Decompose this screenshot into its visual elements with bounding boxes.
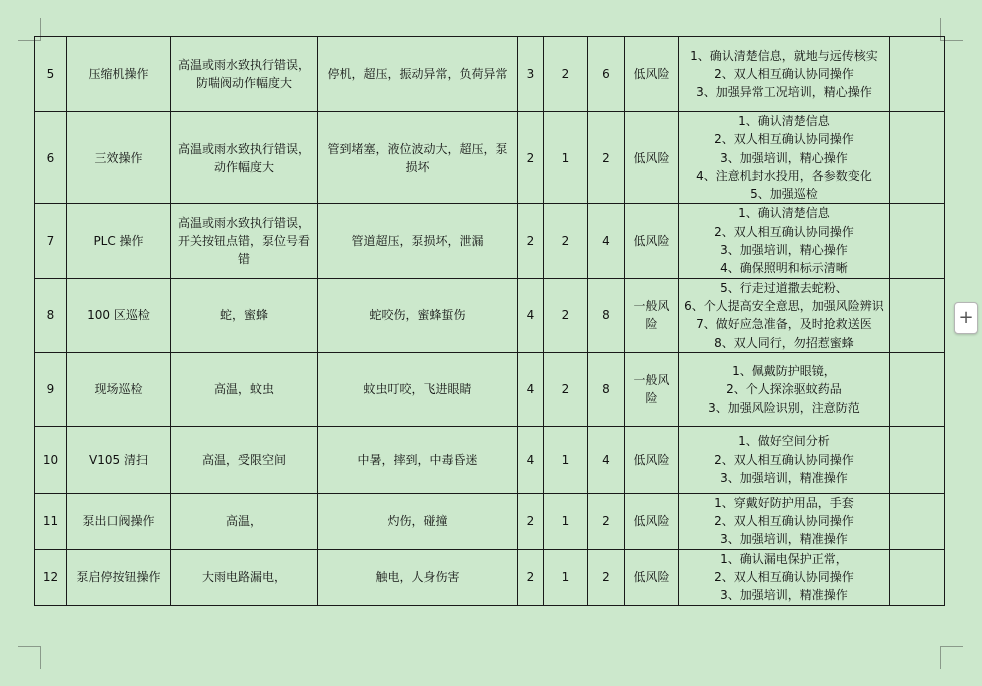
consequence-cell: 触电，人身伤害: [318, 549, 518, 605]
table-row: [35, 426, 945, 493]
risk-level-cell: 低风险: [625, 549, 679, 605]
risk-level-cell: 低风险: [625, 204, 679, 278]
consequence-cell: 管道超压，泵损坏，泄漏: [318, 204, 518, 278]
likelihood-cell: 4: [518, 352, 544, 426]
consequence-score-cell: 8: [588, 278, 625, 352]
add-button[interactable]: [954, 302, 978, 334]
page-corner-mark: [18, 646, 41, 669]
exposure-cell: 2: [544, 37, 588, 112]
task-cell: 三效操作: [67, 112, 171, 204]
hazard-cell: 高温，蚊虫: [171, 352, 318, 426]
row-number: 8: [35, 278, 67, 352]
measures-cell: 5、行走过道撒去蛇粉、 6、个人提高安全意思，加强风险辨识 7、做好应急准备，及时抢救送医 8、双人同行，勿招惹蜜蜂: [679, 278, 890, 352]
likelihood-cell: 2: [518, 204, 544, 278]
measures-cell: 1、确认清楚信息 2、双人相互确认协同操作 3、加强培训，精心操作 4、确保照明和标示清晰: [679, 204, 890, 278]
exposure-cell: 2: [544, 278, 588, 352]
row-number: 11: [35, 493, 67, 549]
row-number: 10: [35, 426, 67, 493]
measures-cell: 1、做好空间分析 2、双人相互确认协同操作 3、加强培训，精准操作: [679, 426, 890, 493]
task-cell: 泵出口阀操作: [67, 493, 171, 549]
plus-icon: +: [958, 307, 974, 328]
table-body: [35, 37, 945, 606]
hazard-cell: 高温或雨水致执行错误， 开关按钮点错，泵位号看 错: [171, 204, 318, 278]
likelihood-cell: 4: [518, 426, 544, 493]
measures-cell: 1、确认清楚信息 2、双人相互确认协同操作 3、加强培训，精心操作 4、注意机封水投用，各参数变化 5、加强巡检: [679, 112, 890, 204]
consequence-score-cell: 4: [588, 426, 625, 493]
hazard-cell: 高温或雨水致执行错误， 动作幅度大: [171, 112, 318, 204]
exposure-cell: 1: [544, 112, 588, 204]
consequence-score-cell: 8: [588, 352, 625, 426]
task-cell: 泵启停按钮操作: [67, 549, 171, 605]
remarks-cell: [890, 204, 945, 278]
risk-level-cell: 低风险: [625, 493, 679, 549]
row-number: 9: [35, 352, 67, 426]
consequence-cell: 蛇咬伤，蜜蜂蜇伤: [318, 278, 518, 352]
consequence-cell: 管到堵塞，液位波动大，超压，泵 损坏: [318, 112, 518, 204]
table-row: [35, 37, 945, 112]
hazard-cell: 高温，: [171, 493, 318, 549]
hazard-cell: 大雨电路漏电，: [171, 549, 318, 605]
table-row: [35, 352, 945, 426]
hazard-cell: 高温或雨水致执行错误， 防喘阀动作幅度大: [171, 37, 318, 112]
hazard-cell: 蛇，蜜蜂: [171, 278, 318, 352]
task-cell: 压缩机操作: [67, 37, 171, 112]
consequence-cell: 灼伤，碰撞: [318, 493, 518, 549]
exposure-cell: 2: [544, 204, 588, 278]
likelihood-cell: 3: [518, 37, 544, 112]
remarks-cell: [890, 549, 945, 605]
table-row: [35, 112, 945, 204]
table-row: [35, 204, 945, 278]
likelihood-cell: 4: [518, 278, 544, 352]
remarks-cell: [890, 278, 945, 352]
risk-level-cell: 低风险: [625, 112, 679, 204]
measures-cell: 1、佩戴防护眼镜， 2、个人探涂驱蚊药品 3、加强风险识别，注意防范: [679, 352, 890, 426]
row-number: 12: [35, 549, 67, 605]
hazard-cell: 高温，受限空间: [171, 426, 318, 493]
remarks-cell: [890, 352, 945, 426]
likelihood-cell: 2: [518, 549, 544, 605]
row-number: 6: [35, 112, 67, 204]
measures-cell: 1、确认清楚信息，就地与远传核实 2、双人相互确认协同操作 3、加强异常工况培训，精心操作: [679, 37, 890, 112]
exposure-cell: 1: [544, 493, 588, 549]
risk-level-cell: 一般风 险: [625, 352, 679, 426]
exposure-cell: 1: [544, 426, 588, 493]
table-row: [35, 278, 945, 352]
consequence-score-cell: 6: [588, 37, 625, 112]
consequence-cell: 蚊虫叮咬，飞进眼睛: [318, 352, 518, 426]
risk-assessment-table: [34, 36, 945, 606]
consequence-score-cell: 2: [588, 112, 625, 204]
measures-cell: 1、确认漏电保护正常， 2、双人相互确认协同操作 3、加强培训，精准操作: [679, 549, 890, 605]
task-cell: 100 区巡检: [67, 278, 171, 352]
table-row: [35, 549, 945, 605]
remarks-cell: [890, 493, 945, 549]
consequence-cell: 停机，超压，振动异常，负荷异常: [318, 37, 518, 112]
task-cell: V105 清扫: [67, 426, 171, 493]
consequence-score-cell: 2: [588, 493, 625, 549]
consequence-cell: 中暑，摔到，中毒昏迷: [318, 426, 518, 493]
consequence-score-cell: 2: [588, 549, 625, 605]
row-number: 7: [35, 204, 67, 278]
task-cell: PLC 操作: [67, 204, 171, 278]
risk-level-cell: 一般风 险: [625, 278, 679, 352]
exposure-cell: 1: [544, 549, 588, 605]
task-cell: 现场巡检: [67, 352, 171, 426]
remarks-cell: [890, 426, 945, 493]
exposure-cell: 2: [544, 352, 588, 426]
likelihood-cell: 2: [518, 493, 544, 549]
row-number: 5: [35, 37, 67, 112]
risk-level-cell: 低风险: [625, 426, 679, 493]
risk-level-cell: 低风险: [625, 37, 679, 112]
consequence-score-cell: 4: [588, 204, 625, 278]
remarks-cell: [890, 37, 945, 112]
measures-cell: 1、穿戴好防护用品，手套 2、双人相互确认协同操作 3、加强培训，精准操作: [679, 493, 890, 549]
likelihood-cell: 2: [518, 112, 544, 204]
table-row: [35, 493, 945, 549]
remarks-cell: [890, 112, 945, 204]
page-corner-mark: [940, 646, 963, 669]
